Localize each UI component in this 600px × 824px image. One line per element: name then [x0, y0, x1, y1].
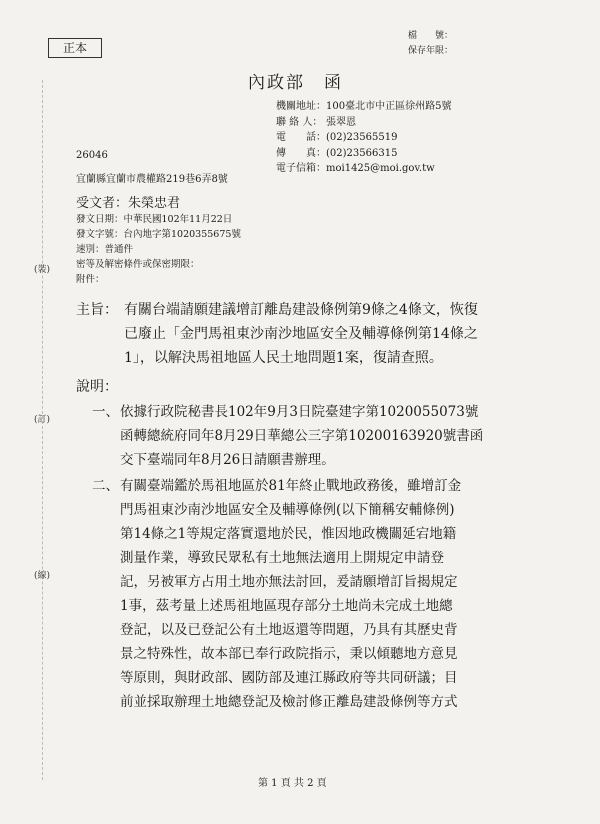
agency-address-row: 機關地址：100臺北市中正區徐州路5號 — [276, 101, 452, 112]
item-line: 等原則，與財政部、國防部及連江縣政府等共同研議；目 — [120, 670, 458, 686]
explanation-label: 說明： — [76, 379, 118, 395]
archive-info — [408, 29, 453, 59]
phone-row: 電 話：(02)23565519 — [276, 132, 398, 144]
item-line: 登記，以及已登記公有土地返還等問題，乃具有其歷史背 — [120, 622, 458, 638]
confidentiality: 密等及解密條件或保密期限： — [76, 259, 200, 270]
original-copy-stamp: 正本 — [48, 38, 102, 58]
page-number: 第 1 頁 共 2 頁 — [258, 778, 327, 789]
attachments: 附件： — [76, 274, 105, 285]
recipient-address: 宜蘭縣宜蘭市農權路219巷6弄8號 — [76, 174, 228, 185]
retention-label: 保存年限： — [408, 46, 454, 56]
urgency: 速別：普通件 — [76, 244, 134, 255]
item-line: 第14條之1等規定落實還地於民，惟因地政機關延宕地籍 — [120, 526, 457, 542]
fax-row: 傳 真：(02)23566315 — [276, 147, 398, 159]
subject-line: 有關台端請願建議增訂離島建設條例第9條之4條文，恢復 — [124, 302, 478, 318]
agency-contact-info — [276, 99, 451, 177]
binding-mark-staple: (訂) — [34, 415, 51, 425]
item-line: 依據行政院秘書長102年9月3日院臺建字第1020055073號 — [120, 404, 479, 420]
binding-mark-bind: (裝) — [34, 265, 51, 275]
subject-line: 1」，以解決馬祖地區人民土地問題1案，復請查照。 — [124, 350, 443, 366]
item-line: 交下臺端同年8月26日請願書辦理。 — [120, 452, 335, 468]
item-line: 記，另被軍方占用土地亦無法討回，爰請願增訂旨揭規定 — [120, 574, 458, 590]
dispatch-date: 發文日期：中華民國102年11月22日 — [76, 214, 233, 225]
dispatch-meta — [76, 212, 241, 287]
item-line: 1事，茲考量上述馬祖地區現存部分土地尚未完成土地總 — [120, 598, 453, 614]
item-line: 前並採取辦理土地總登記及檢討修正離島建設條例等方式 — [120, 694, 458, 710]
item-number: 二、 — [92, 478, 119, 494]
binding-line — [42, 80, 43, 780]
item-line: 測量作業，導致民眾私有土地無法適用上開規定申請登 — [120, 550, 444, 566]
binding-mark-line: (線) — [34, 571, 51, 581]
item-line: 函轉總統府同年8月29日華總公三字第10200163920號書函 — [120, 428, 484, 444]
subject-label: 主旨： — [76, 302, 118, 318]
dispatch-number: 發文字號：台內地字第1020355675號 — [76, 229, 241, 240]
email-row: 電子信箱：moi1425@moi.gov.tw — [276, 163, 435, 175]
item-line: 有關臺端鑑於馬祖地區於81年終止戰地政務後，雖增訂金 — [120, 478, 462, 494]
item-line: 門馬祖東沙南沙地區安全及輔導條例(以下簡稱安輔條例) — [120, 502, 455, 518]
file-number-label: 檔 號： — [408, 31, 454, 41]
item-line: 景之特殊性，故本部已奉行政院指示，秉以傾聽地方意見 — [120, 646, 458, 662]
recipient-postcode: 26046 — [76, 150, 108, 161]
item-number: 一、 — [92, 404, 119, 420]
subject-line: 已廢止「金門馬祖東沙南沙地區安全及輔導條例第14條之 — [124, 326, 478, 342]
contact-person-row: 聯 絡 人： 張翠恩 — [276, 116, 356, 128]
document-title: 內政部 函 — [248, 73, 343, 93]
recipient-name: 受文者：朱榮忠君 — [76, 196, 181, 211]
